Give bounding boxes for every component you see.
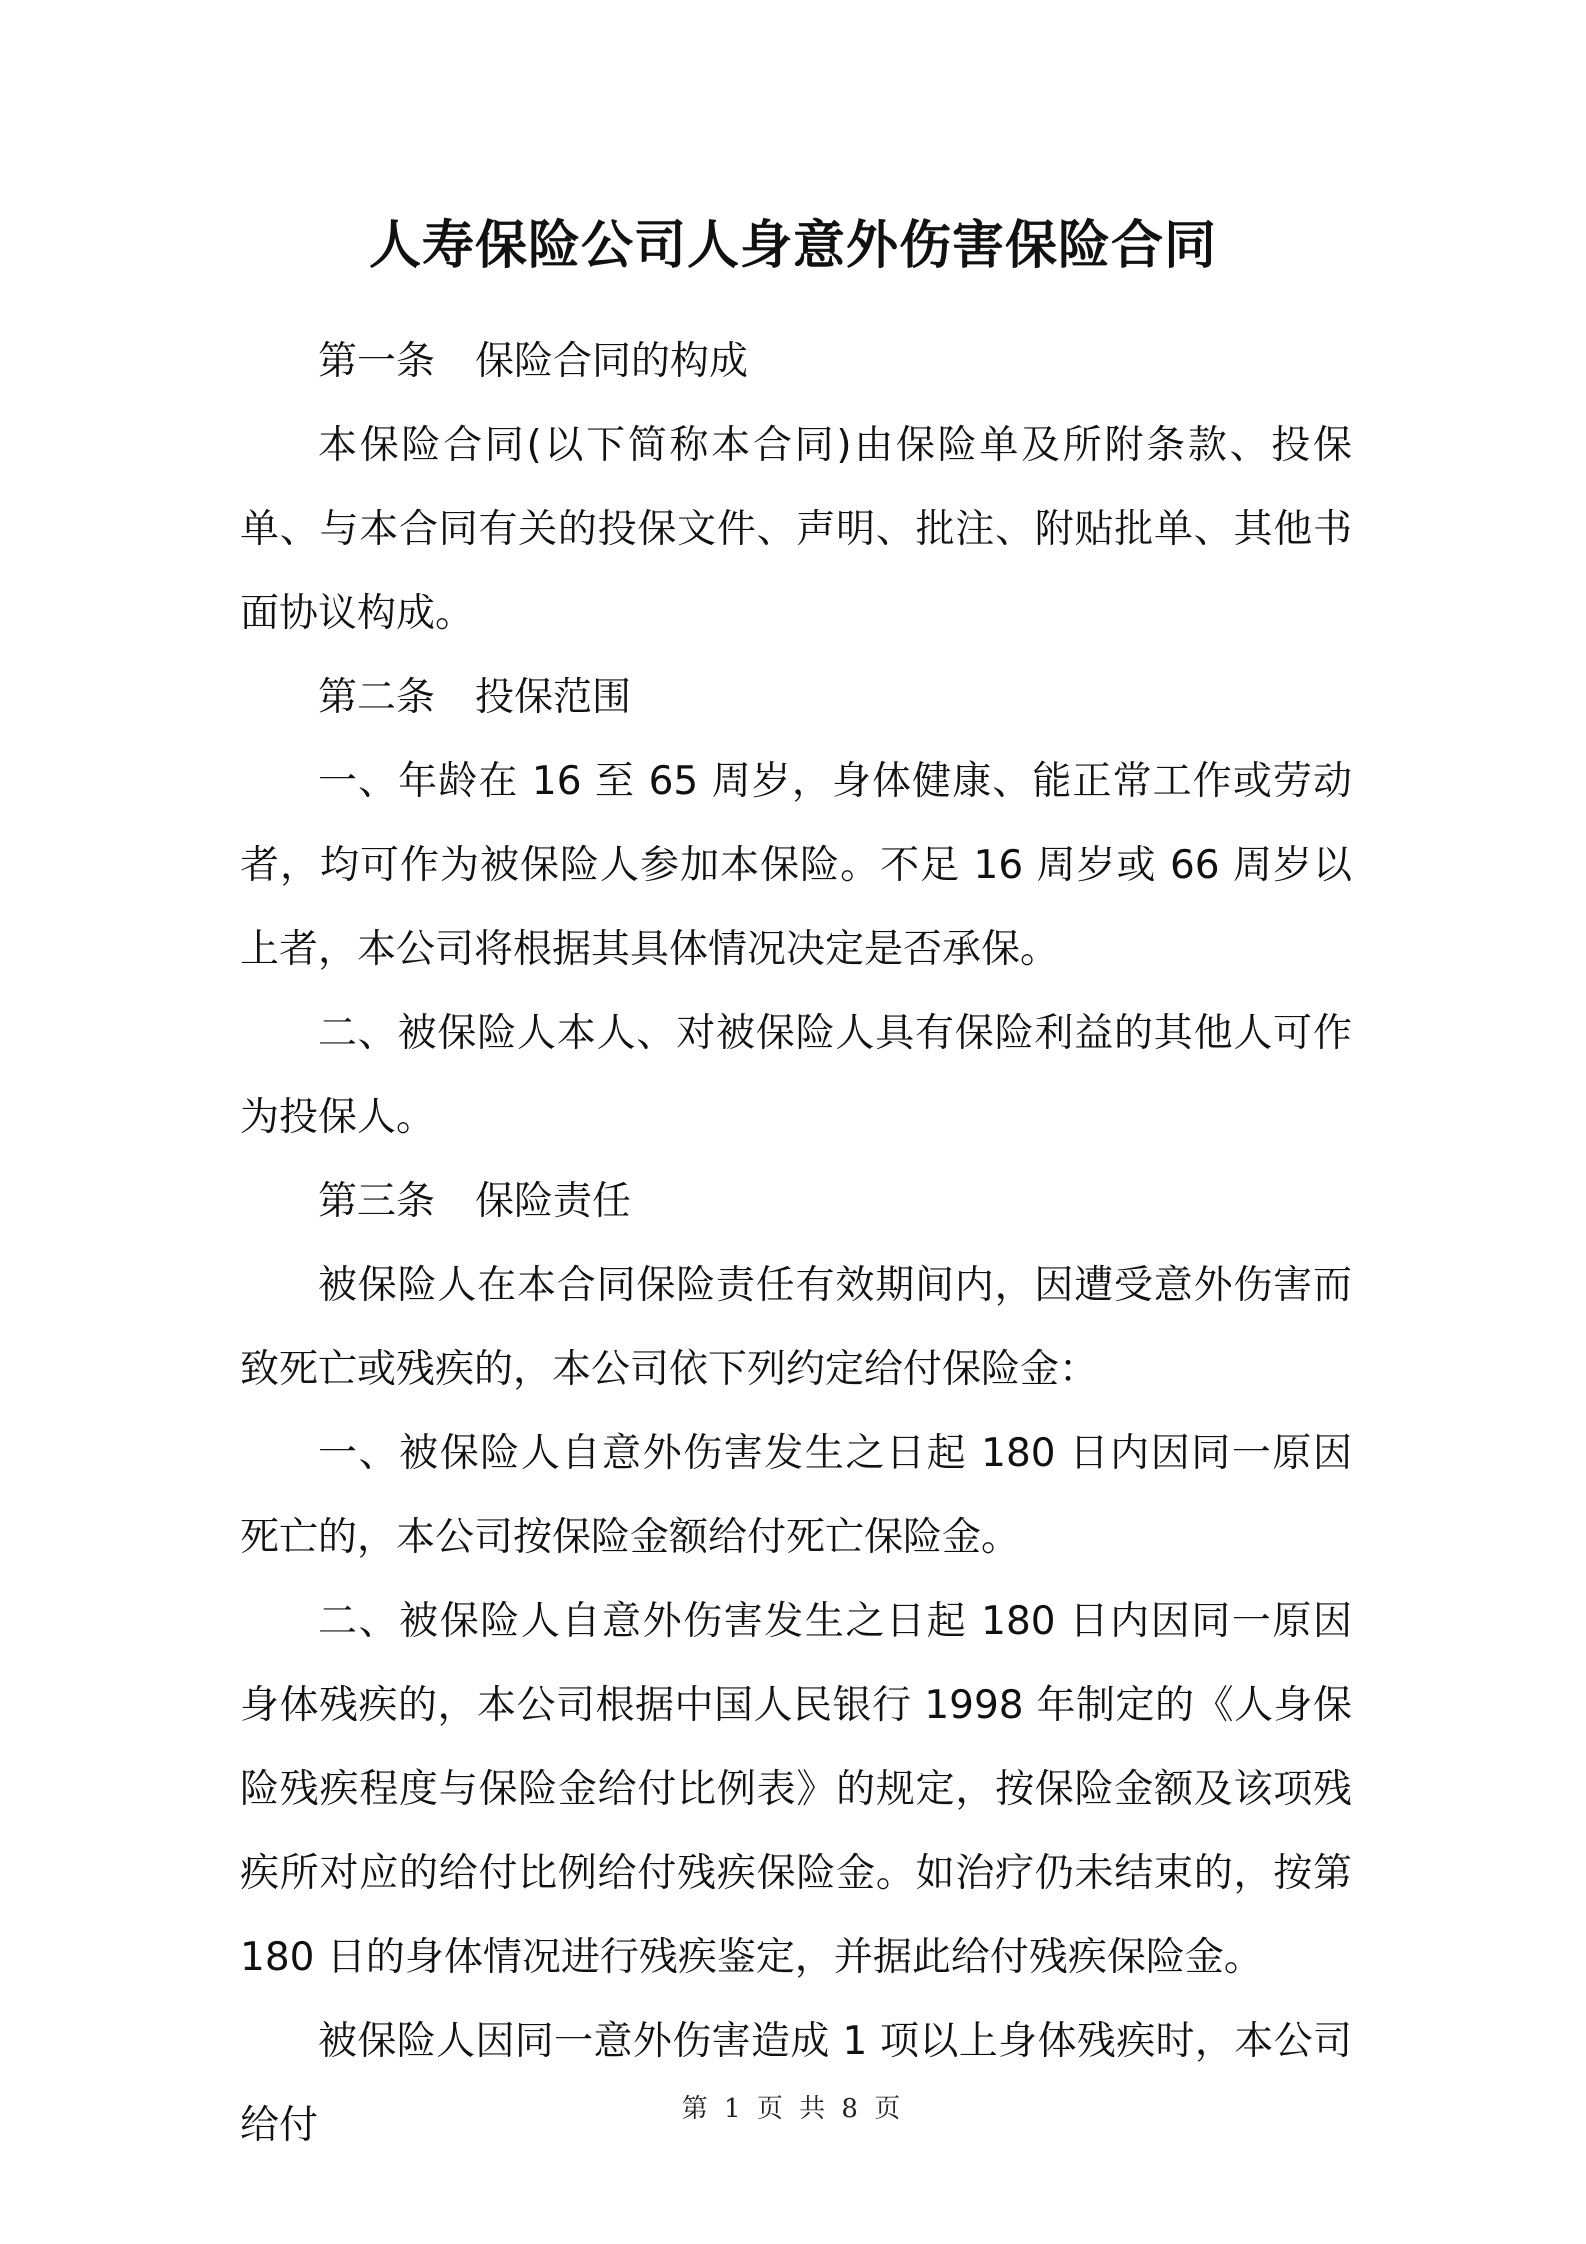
article-heading-3: [240, 1160, 1352, 1244]
paragraph: 二、被保险人本人、对被保险人具有保险利益的其他人可作为投保人。: [240, 1011, 1352, 1140]
paragraph: 一、被保险人自意外伤害发生之日起 180 日内因同一原因死亡的，本公司按保险金额给付死亡保险金。: [240, 1431, 1352, 1560]
paragraph: 被保险人在本合同保险责任有效期间内，因遭受意外伤害而致死亡或残疾的，本公司依下列约定给付保险金：: [240, 1263, 1352, 1392]
document-body: [240, 320, 1352, 2168]
article-number: 第二条: [318, 675, 436, 720]
paragraph: 被保险人因同一意外伤害造成 1 项以上身体残疾时，本公司给付: [240, 2019, 1352, 2148]
article-heading-2: [240, 656, 1352, 740]
article-name: 投保范围: [475, 675, 632, 720]
paragraph: 二、被保险人自意外伤害发生之日起 180 日内因同一原因身体残疾的，本公司根据中国人民银行 1998 年制定的《人身保险残疾程度与保险金给付比例表》的规定，按保险金额及该项残疾所对应的给付比例给付残疾保险金。如治疗仍未结束的，按第 180 日的身体情况进行残疾鉴定，并据此给付残疾保险金。: [240, 1599, 1352, 1980]
page-number-footer: 第 1 页 共 8 页: [681, 2094, 905, 2124]
page-title: 人寿保险公司人身意外伤害保险合同: [368, 216, 1217, 276]
article-name: 保险合同的构成: [475, 339, 749, 384]
article-number: 第一条: [318, 339, 436, 384]
article-heading-1: [240, 320, 1352, 404]
paragraph: 本保险合同(以下简称本合同)由保险单及所附条款、投保单、与本合同有关的投保文件、声明、批注、附贴批单、其他书面协议构成。: [240, 423, 1352, 636]
paragraph: 一、年龄在 16 至 65 周岁，身体健康、能正常工作或劳动者，均可作为被保险人参加本保险。不足 16 周岁或 66 周岁以上者，本公司将根据其具体情况决定是否承保。: [240, 759, 1352, 972]
article-name: 保险责任: [475, 1179, 632, 1224]
article-number: 第三条: [318, 1179, 436, 1224]
